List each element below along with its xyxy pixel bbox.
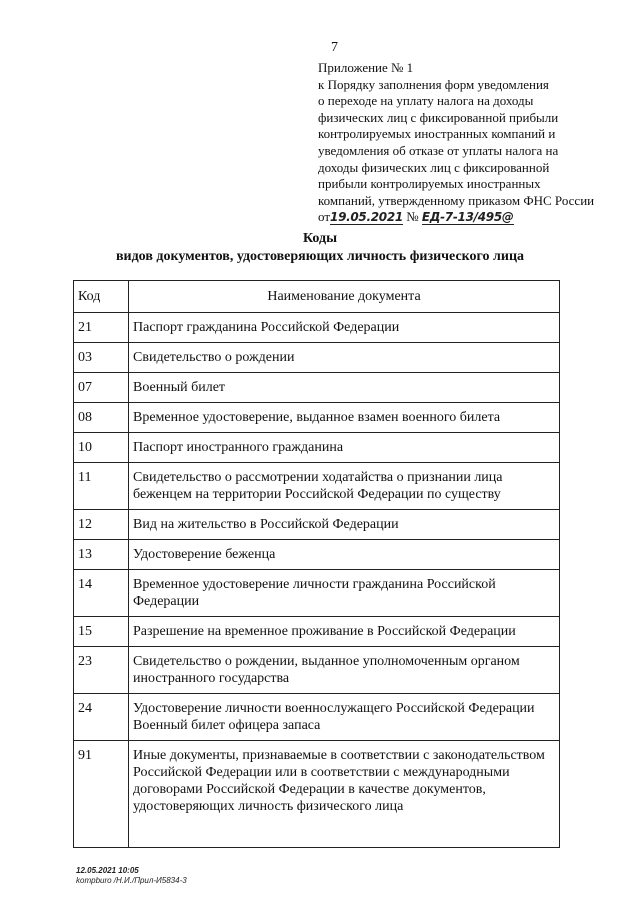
table-row: [74, 343, 560, 373]
cell-code: 91: [74, 741, 129, 848]
table-row: [74, 433, 560, 463]
table-row: [74, 617, 560, 647]
table-row: [74, 463, 560, 510]
document-subtitle: видов документов, удостоверяющих личность физического лица: [115, 249, 525, 264]
cell-name: Временное удостоверение, выданное взамен военного билета: [129, 403, 560, 433]
table-row: [74, 540, 560, 570]
table-header-row: [74, 281, 560, 313]
cell-name: Удостоверение личности военнослужащего Российской Федерации Военный билет офицера запаса: [129, 694, 560, 741]
order-date: 19.05.2021: [330, 210, 403, 225]
cell-code: 11: [74, 463, 129, 510]
appendix-line: доходы физических лиц с фиксированной: [318, 159, 550, 175]
cell-name: Удостоверение беженца: [129, 540, 560, 570]
table-row: [74, 403, 560, 433]
header-document-name: Наименование документа: [129, 281, 560, 313]
appendix-line: Приложение № 1: [318, 60, 414, 75]
appendix-line: прибыли контролируемых иностранных: [318, 176, 541, 192]
table-row: [74, 694, 560, 741]
appendix-line: контролируемых иностранных компаний и: [318, 126, 556, 142]
footer-user: kompburo /Н.И./Прил-И5834-3: [76, 876, 187, 885]
cell-name: Свидетельство о рождении: [129, 343, 560, 373]
cell-name: Свидетельство о рождении, выданное уполномоченным органом иностранного государства: [129, 647, 560, 694]
cell-name: Иные документы, признаваемые в соответствии с законодательством Российской Федерации или в соответствии с международными договорами Российской Федерации в качестве документов, удостоверяющих личность физического лица: [129, 741, 560, 848]
table-row: [74, 570, 560, 617]
cell-code: 03: [74, 343, 129, 373]
cell-code: 13: [74, 540, 129, 570]
footer-timestamp: 12.05.2021 10:05: [76, 866, 139, 875]
order-number: ЕД-7-13/495@: [421, 210, 514, 225]
table-row: [74, 741, 560, 848]
cell-name: Временное удостоверение личности гражданина Российской Федерации: [129, 570, 560, 617]
document-title: Коды: [302, 231, 338, 246]
table-row: [74, 373, 560, 403]
appendix-line: физических лиц с фиксированной прибыли: [318, 109, 559, 125]
appendix-header: [318, 60, 608, 226]
document-codes-table: [73, 280, 560, 848]
appendix-line: к Порядку заполнения форм уведомления: [318, 76, 549, 92]
cell-code: 24: [74, 694, 129, 741]
cell-name: Вид на жительство в Российской Федерации: [129, 510, 560, 540]
table-row: [74, 510, 560, 540]
print-footer: [76, 866, 187, 886]
cell-code: 14: [74, 570, 129, 617]
appendix-line: компаний, утвержденному приказом ФНС России: [318, 192, 595, 208]
table-row: [74, 313, 560, 343]
appendix-line: уведомления об отказе от уплаты налога на: [318, 142, 559, 158]
cell-code: 12: [74, 510, 129, 540]
cell-code: 23: [74, 647, 129, 694]
appendix-line: о переходе на уплату налога на доходы: [318, 93, 534, 109]
cell-name: Свидетельство о рассмотрении ходатайства о признании лица беженцем на территории Российской Федерации по существу: [129, 463, 560, 510]
cell-code: 07: [74, 373, 129, 403]
order-reference: [318, 209, 608, 226]
cell-name: Военный билет: [129, 373, 560, 403]
cell-name: Паспорт иностранного гражданина: [129, 433, 560, 463]
cell-code: 21: [74, 313, 129, 343]
cell-name: Разрешение на временное проживание в Российской Федерации: [129, 617, 560, 647]
order-prefix: от: [318, 209, 331, 225]
page-number: 7: [331, 40, 338, 55]
table-row: [74, 647, 560, 694]
cell-code: 15: [74, 617, 129, 647]
cell-code: 10: [74, 433, 129, 463]
order-number-label: №: [406, 209, 419, 225]
header-code: Код: [74, 281, 129, 313]
cell-name: Паспорт гражданина Российской Федерации: [129, 313, 560, 343]
cell-code: 08: [74, 403, 129, 433]
